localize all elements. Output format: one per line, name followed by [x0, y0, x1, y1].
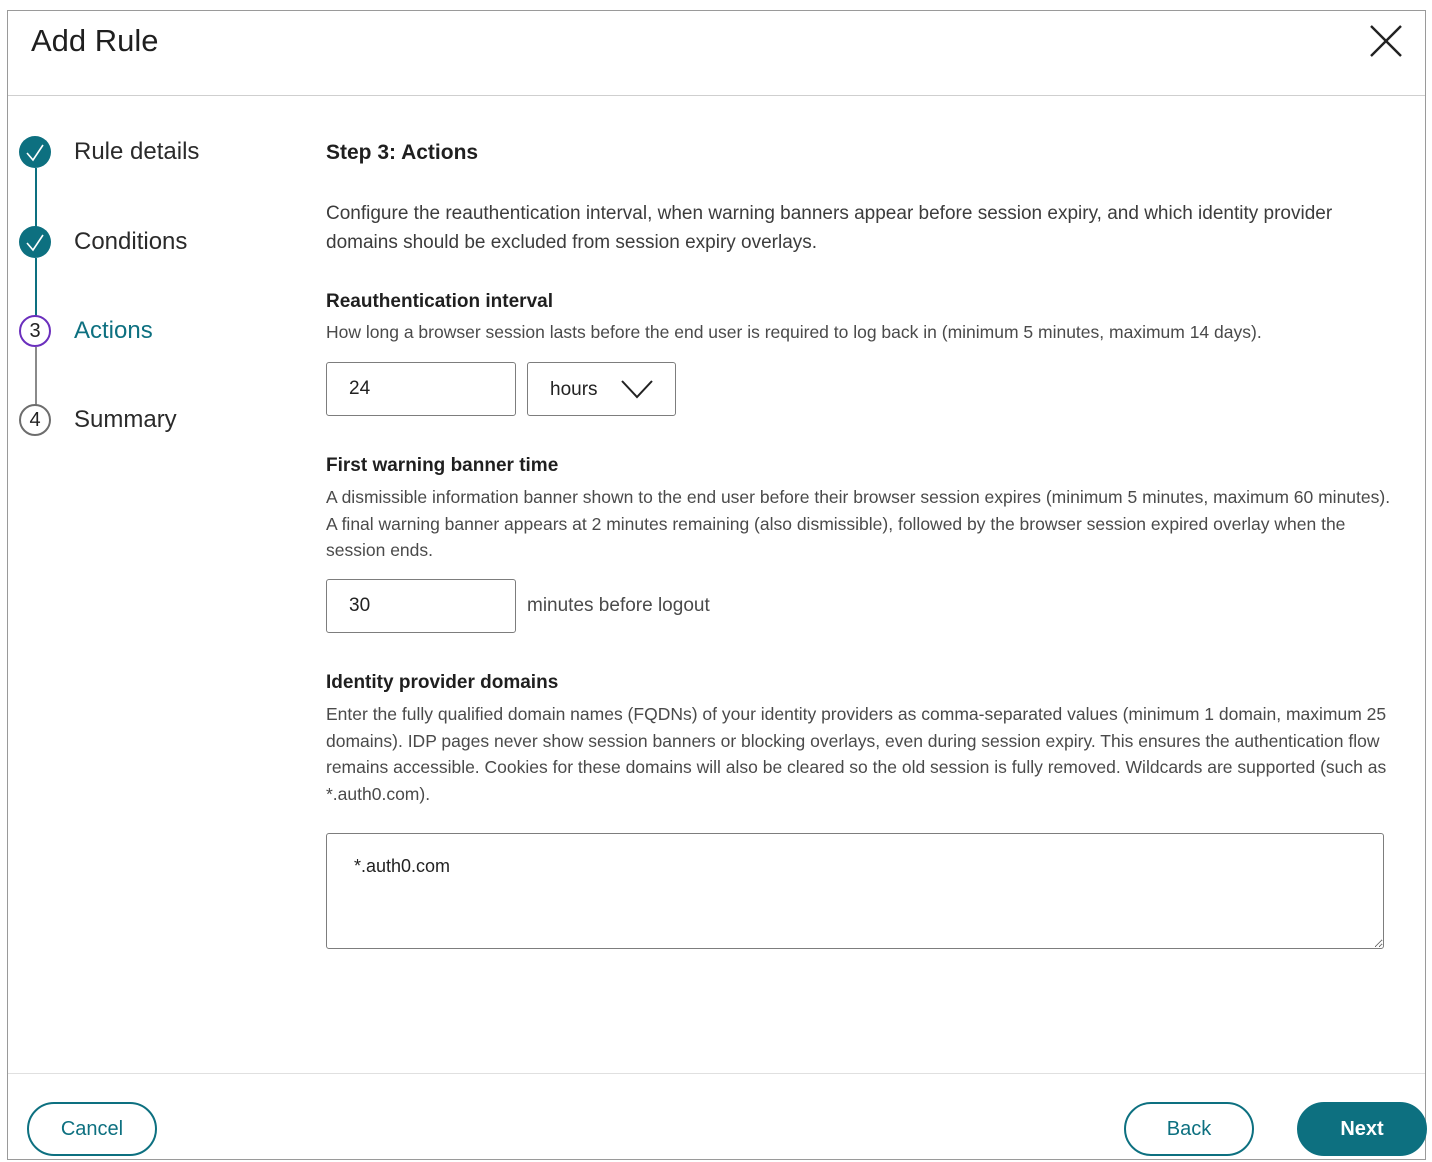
step-label-actions[interactable]: Actions	[74, 317, 153, 344]
idp-title: Identity provider domains	[326, 672, 559, 693]
step-1-complete	[19, 136, 51, 168]
idp-description: Enter the fully qualified domain names (FQDNs) of your identity providers as comma-separated values (minimum 1 domain, maximum 25 domains). IDP pages never show session banners or blocking overlays, even during session expiry. This ensures the authentication flow remains accessible. Cookies for these domains will also be cleared so the old session is fully removed. Wildcards are supported (such as *.auth0.com).	[326, 704, 1387, 804]
stepper	[8, 96, 308, 496]
step-title: Step 3: Actions	[326, 141, 479, 164]
dialog-title: Add Rule	[31, 23, 159, 58]
add-rule-dialog	[7, 10, 1426, 1160]
step-label-rule-details[interactable]: Rule details	[74, 138, 200, 165]
step-2-complete	[19, 226, 51, 258]
reauth-interval-input[interactable]	[326, 362, 516, 416]
warning-description: A dismissible information banner shown to the end user before their browser session expires (minimum 5 minutes, maximum 60 minutes). A final warning banner appears at 2 minutes remaining (also dismissible), followed by the browser session expired overlay when the session ends.	[326, 487, 1391, 560]
dialog-footer	[8, 1073, 1425, 1161]
step-4-pending: 4	[19, 404, 51, 436]
cancel-button[interactable]: Cancel	[27, 1102, 157, 1156]
step-intro: Configure the reauthentication interval, when warning banners appear before session expiry, and which identity provider domains should be excluded from session expiry overlays.	[326, 203, 1333, 253]
warning-time-suffix: minutes before logout	[527, 595, 710, 616]
reauth-unit-select[interactable]	[527, 362, 676, 416]
checkmark-icon	[23, 230, 47, 254]
warning-time-input[interactable]	[326, 579, 516, 633]
warning-title: First warning banner time	[326, 455, 559, 476]
close-icon	[1368, 23, 1404, 59]
close-button[interactable]	[1368, 23, 1404, 59]
dialog-header	[8, 11, 1425, 96]
reauth-title: Reauthentication interval	[326, 291, 553, 312]
reauth-unit-value: hours	[550, 379, 598, 400]
chevron-down-icon	[621, 378, 653, 400]
step-label-summary[interactable]: Summary	[74, 406, 177, 433]
step-3-active: 3	[19, 315, 51, 347]
reauth-description: How long a browser session lasts before the end user is required to log back in (minimum 5 minutes, maximum 14 days).	[326, 322, 1262, 342]
step-label-conditions[interactable]: Conditions	[74, 228, 188, 255]
back-button[interactable]: Back	[1124, 1102, 1254, 1156]
idp-domains-textarea[interactable]	[326, 833, 1384, 949]
next-button[interactable]: Next	[1297, 1102, 1427, 1156]
checkmark-icon	[23, 140, 47, 164]
